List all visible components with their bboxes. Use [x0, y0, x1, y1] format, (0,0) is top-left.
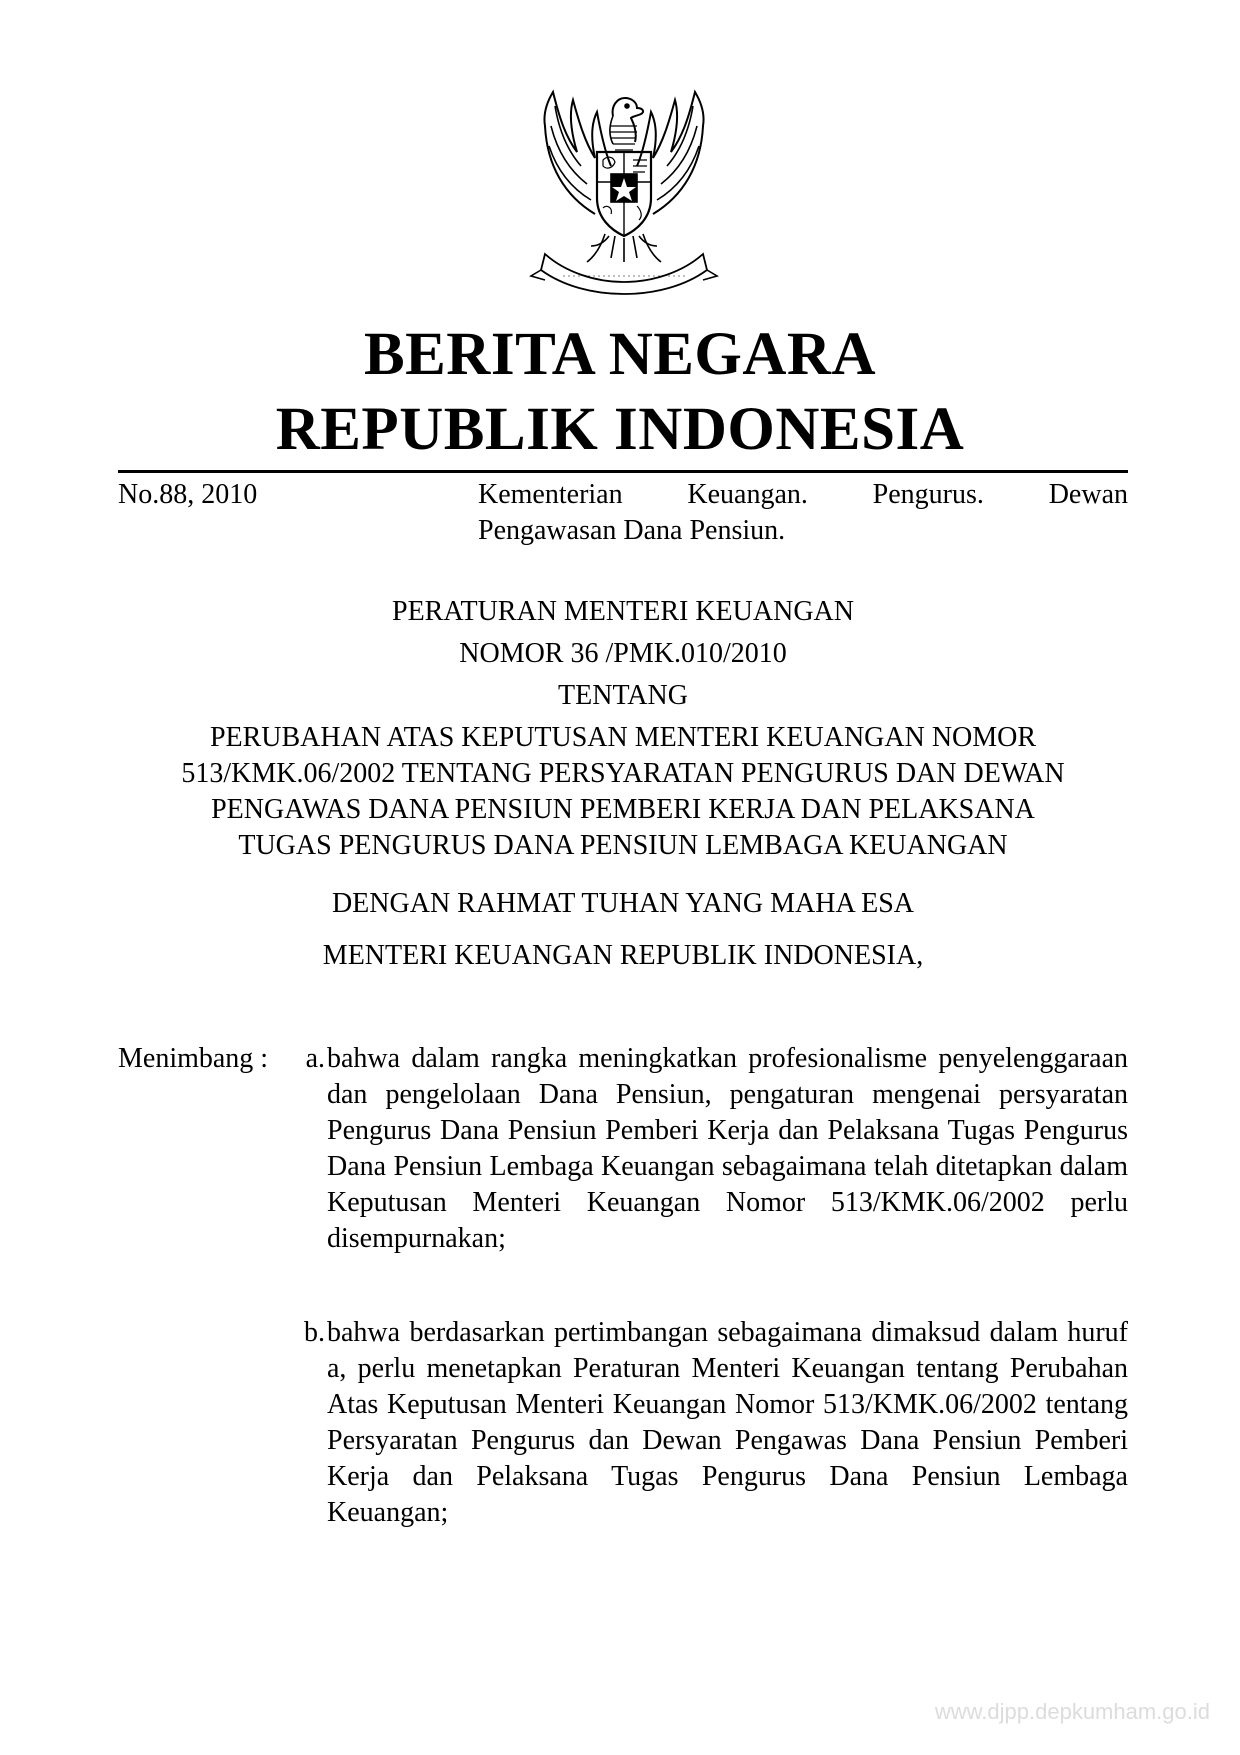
considering-label: Menimbang : — [118, 1043, 269, 1074]
garuda-emblem-icon — [525, 86, 723, 298]
gazette-number: No.88, 2010 — [118, 479, 258, 510]
issuer: MENTERI KEUANGAN REPUBLIK INDONESIA, — [322, 940, 924, 971]
regulation-number: NOMOR 36 /PMK.010/2010 — [459, 638, 787, 669]
regulation-about-line3: PENGAWAS DANA PENSIUN PEMBERI KERJA DAN PELAKSANA — [211, 794, 1035, 825]
watermark: www.djpp.depkumham.go.id — [934, 1699, 1210, 1724]
considering-marker-b: b. — [304, 1317, 325, 1348]
regulation-about-line1: PERUBAHAN ATAS KEPUTUSAN MENTERI KEUANGAN NOMOR — [209, 722, 1037, 753]
gazette-subject — [478, 477, 1128, 549]
gazette-subject-line1: Kementerian Keuangan. Pengurus. Dewan — [478, 479, 1128, 510]
considering-item-b: bahwa berdasarkan pertimbangan sebagaimana dimaksud dalam huruf a, perlu menetapkan Peraturan Menteri Keuangan tentang Perubahan Atas Keputusan Menteri Keuangan Nomor 513/KMK.06/2002 tentang Persyaratan Pengurus dan Dewan Pengawas Dana Pensiun Pemberi Kerja dan Pelaksana Tugas Pengurus Dana Pensiun Lembaga Keuangan; — [327, 1317, 1128, 1528]
gazette-title-line2: REPUBLIK INDONESIA — [275, 396, 965, 463]
invocation: DENGAN RAHMAT TUHAN YANG MAHA ESA — [331, 888, 915, 919]
gazette-title-line1: BERITA NEGARA — [363, 321, 877, 388]
regulation-about-line4: TUGAS PENGURUS DANA PENSIUN LEMBAGA KEUANGAN — [238, 830, 1008, 861]
header-divider — [118, 470, 1128, 473]
considering-marker-a: a. — [305, 1043, 325, 1074]
regulation-type: PERATURAN MENTERI KEUANGAN — [392, 596, 854, 627]
regulation-tentang: TENTANG — [558, 680, 688, 711]
considering-item-a: bahwa dalam rangka meningkatkan profesionalisme penyelenggaraan dan pengelolaan Dana Pensiun, pengaturan mengenai persyaratan Pengurus Dana Pensiun Pemberi Kerja dan Pelaksana Tugas Pengurus Dana Pensiun Lembaga Keuangan sebagaimana telah ditetapkan dalam Keputusan Menteri Keuangan Nomor 513/KMK.06/2002 perlu disempurnakan; — [327, 1043, 1128, 1254]
gazette-subject-line2: Pengawasan Dana Pensiun. — [478, 515, 786, 546]
regulation-about-line2: 513/KMK.06/2002 TENTANG PERSYARATAN PENGURUS DAN DEWAN — [181, 758, 1065, 789]
